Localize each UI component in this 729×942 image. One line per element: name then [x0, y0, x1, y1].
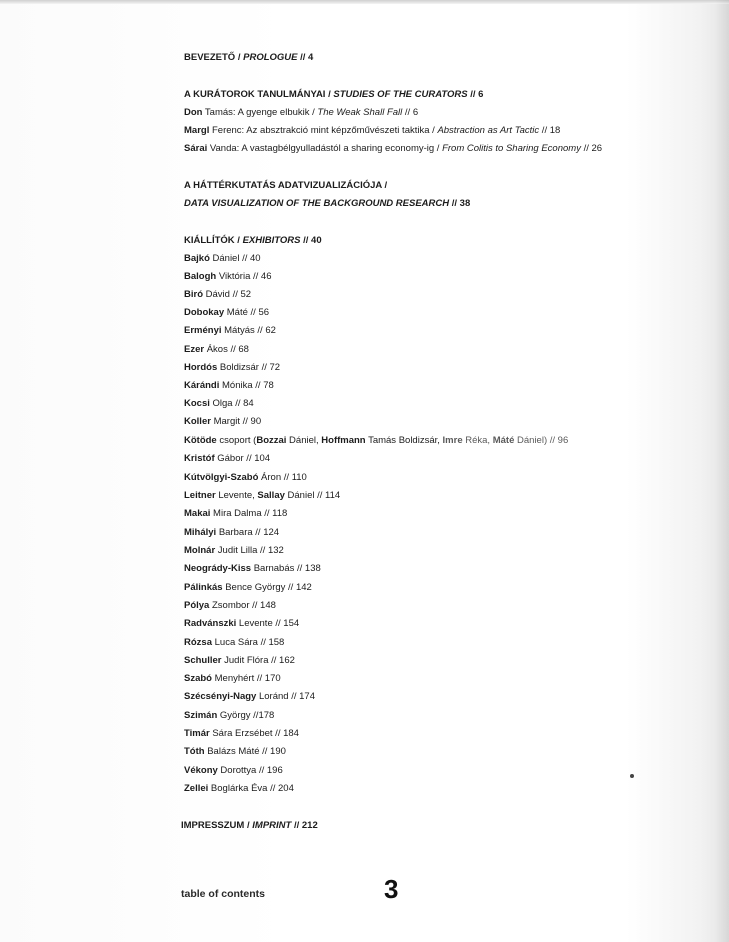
exhibitor-surname: Hordós	[184, 362, 218, 373]
page-ref: // 96	[547, 435, 569, 446]
exhibitor-given-name: Mira Dalma	[210, 508, 262, 519]
page-ref: // 110	[281, 472, 307, 483]
prologue-title-hu: BEVEZETŐ	[184, 52, 236, 63]
exhibitor-surname: Sallay	[257, 490, 285, 501]
exhibitor-surname: Szabó	[184, 673, 212, 684]
page-ref: // 196	[256, 765, 283, 776]
exhibitor-surname: Radvánszki	[184, 618, 237, 629]
toc-entry-essay[interactable]	[184, 107, 418, 119]
exhibitor-given-name: Barnabás	[251, 563, 295, 574]
essay-title-hu: Tamás: A gyenge elbukik /	[202, 107, 318, 118]
exhibitor-given-name: Menyhért	[211, 673, 255, 684]
separator: /	[244, 820, 253, 831]
exhibitor-surname: Vékony	[184, 765, 218, 776]
page-ref: // 72	[258, 362, 281, 373]
exhibitor-given-name: Barbara	[216, 527, 253, 538]
exhibitor-surname: Rózsa	[184, 637, 212, 648]
page-ref: // 84	[232, 398, 254, 409]
member-given-name: Tamás Boldizsár,	[365, 435, 443, 446]
toc-entry-exhibitor[interactable]	[184, 783, 294, 795]
exhibitor-surname: Leitner	[184, 490, 216, 501]
exhibitor-surname: Tóth	[184, 746, 205, 757]
page-ref: // 104	[243, 453, 271, 464]
author-surname: Margl	[184, 125, 210, 136]
page-ref: //178	[250, 710, 275, 721]
member-given-name: Dániel,	[286, 435, 322, 446]
page-ref: // 90	[239, 416, 262, 427]
toc-entry-exhibitor[interactable]	[184, 637, 284, 649]
exhibitor-given-name: Levente,	[215, 490, 258, 501]
toc-heading-dataviz-en[interactable]	[184, 198, 470, 210]
exhibitor-surname: Koller	[184, 416, 211, 427]
exhibitor-surname: Kútvölgyi-Szabó	[184, 472, 259, 483]
page-ref: // 6	[467, 89, 484, 100]
exhibitor-surname: Balogh	[184, 271, 217, 282]
exhibitor-given-name: Luca Sára	[211, 637, 258, 648]
page-ref: // 124	[252, 527, 280, 538]
toc-entry-exhibitor[interactable]	[184, 271, 271, 283]
exhibitor-given-name: Olga	[209, 398, 233, 409]
page-ref: // 154	[272, 618, 300, 629]
exhibitor-surname: Pálinkás	[184, 582, 223, 593]
page-ref: // 162	[268, 655, 295, 666]
separator: /	[234, 235, 243, 246]
exhibitor-given-name: Balázs Máté	[204, 746, 260, 757]
exhibitor-surname: Bajkó	[184, 253, 210, 264]
toc-entry-essay[interactable]	[184, 143, 602, 155]
toc-entry-exhibitor[interactable]	[184, 563, 321, 575]
page-ref: // 4	[297, 52, 314, 63]
exhibitor-surname: Dobokay	[184, 307, 225, 318]
heading-en: STUDIES OF THE CURATORS	[333, 89, 468, 100]
exhibitor-given-name: Loránd	[256, 691, 289, 702]
exhibitor-given-name: Áron	[258, 472, 282, 483]
toc-entry-exhibitor[interactable]	[184, 582, 312, 594]
exhibitor-given-name: Zsombor	[209, 600, 250, 611]
toc-entry-exhibitor[interactable]	[184, 398, 254, 410]
imprint-title-en: IMPRINT	[252, 820, 292, 831]
toc-heading-dataviz[interactable]	[184, 180, 387, 192]
exhibitor-given-name: Mátyás	[221, 325, 255, 336]
page-ref: // 56	[247, 307, 270, 318]
page-ref: // 18	[539, 125, 561, 136]
exhibitor-given-name: Dorottya	[217, 765, 257, 776]
exhibitor-given-name: Sára Erzsébet	[209, 728, 273, 739]
group-label: csoport (	[216, 435, 257, 446]
exhibitor-surname: Zellei	[184, 783, 209, 794]
toc-entry-exhibitor[interactable]	[184, 362, 280, 374]
toc-entry-exhibitor[interactable]	[184, 472, 307, 484]
toc-entry-exhibitor-group[interactable]	[184, 435, 568, 447]
exhibitor-given-name: Levente	[236, 618, 273, 629]
toc-entry-exhibitor[interactable]	[184, 710, 274, 722]
toc-entry-exhibitor[interactable]	[184, 325, 276, 337]
page-ref: // 114	[314, 490, 341, 501]
exhibitor-given-name: Dávid	[203, 289, 230, 300]
exhibitor-given-name: Judit Flóra	[221, 655, 269, 666]
toc-entry-exhibitor[interactable]	[184, 618, 299, 630]
page-ref: // 148	[249, 600, 276, 611]
page-ref: // 6	[402, 107, 419, 118]
exhibitor-given-name: Viktória	[216, 271, 251, 282]
essay-title-hu: Vanda: A vastagbélgyulladástól a sharing economy-ig /	[207, 143, 443, 154]
page-ref: // 204	[267, 783, 294, 794]
exhibitor-given-name: Dániel	[284, 490, 315, 501]
exhibitor-surname: Pólya	[184, 600, 210, 611]
page-ref: // 190	[259, 746, 286, 757]
heading-hu: A HÁTTÉRKUTATÁS ADATVIZUALIZÁCIÓJA /	[184, 180, 388, 191]
member-given-name: Dániel)	[514, 435, 548, 446]
page-ref: // 142	[285, 582, 312, 593]
exhibitor-surname: Biró	[184, 289, 203, 300]
separator: /	[325, 89, 334, 100]
footer-section-label: table of contents	[181, 888, 266, 900]
toc-entry-exhibitor[interactable]	[184, 416, 261, 428]
exhibitor-given-name: Boglárka Éva	[208, 783, 268, 794]
exhibitor-surname: Kocsi	[184, 398, 210, 409]
exhibitor-surname: Molnár	[184, 545, 216, 556]
toc-entry-exhibitor[interactable]	[184, 673, 281, 685]
exhibitor-surname: Mihályi	[184, 527, 217, 538]
toc-entry-exhibitor[interactable]	[184, 344, 249, 356]
toc-entry-exhibitor[interactable]	[184, 508, 287, 520]
toc-entry-essay[interactable]	[184, 125, 560, 137]
page-ref: // 52	[229, 289, 252, 300]
page-ref: // 26	[580, 143, 603, 154]
page-ref: // 158	[257, 637, 285, 648]
page-ref: // 62	[254, 325, 276, 336]
toc-entry-imprint[interactable]	[181, 820, 318, 832]
exhibitor-given-name: Margit	[210, 416, 240, 427]
page-top-edge	[0, 0, 729, 4]
exhibitor-given-name: Ákos	[204, 344, 228, 355]
author-surname: Don	[184, 107, 203, 118]
toc-entry-exhibitor[interactable]	[184, 545, 284, 557]
exhibitor-given-name: Bence György	[222, 582, 286, 593]
page-ref: // 40	[239, 253, 261, 264]
exhibitor-surname: Kristóf	[184, 453, 215, 464]
exhibitor-surname: Timár	[184, 728, 210, 739]
page-ref: // 170	[254, 673, 281, 684]
essay-title-hu: Ferenc: Az absztrakció mint képzőművészeti taktika /	[209, 125, 438, 136]
exhibitor-surname: Neogrády-Kiss	[184, 563, 252, 574]
toc-entry-exhibitor[interactable]	[184, 289, 251, 301]
exhibitor-surname: Szimán	[184, 710, 218, 721]
page-ref: // 132	[257, 545, 284, 556]
toc-entry-exhibitor[interactable]	[184, 691, 315, 703]
page-ref: // 78	[252, 380, 274, 391]
toc-heading-exhibitors[interactable]	[184, 235, 322, 247]
toc-entry-exhibitor[interactable]	[184, 600, 276, 612]
separator: /	[235, 52, 244, 63]
member-surname: Imre	[442, 435, 463, 446]
toc-entry-exhibitor[interactable]	[184, 253, 261, 265]
toc-entry-prologue[interactable]	[184, 52, 313, 64]
page-number: 3	[384, 874, 399, 904]
author-surname: Sárai	[184, 143, 208, 154]
exhibitor-given-name: Máté	[224, 307, 248, 318]
exhibitor-surname: Makai	[184, 508, 211, 519]
essay-title-en: From Colitis to Sharing Economy	[442, 143, 581, 154]
heading-en: DATA VISUALIZATION OF THE BACKGROUND RESEARCH	[184, 198, 450, 209]
toc-entry-exhibitor[interactable]	[184, 765, 283, 777]
member-surname: Bozzai	[256, 435, 287, 446]
page-right-shadow	[715, 0, 729, 942]
exhibitor-given-name: Judit Lilla	[215, 545, 258, 556]
exhibitor-surname: Ezer	[184, 344, 205, 355]
member-surname: Máté	[492, 435, 515, 446]
exhibitor-surname: Erményi	[184, 325, 222, 336]
page-ref: // 38	[449, 198, 471, 209]
toc-entry-exhibitor[interactable]	[184, 655, 295, 667]
page-ref: // 174	[288, 691, 315, 702]
page-ref: // 138	[294, 563, 321, 574]
print-speck	[630, 774, 634, 778]
toc-entry-exhibitor[interactable]	[184, 380, 274, 392]
exhibitor-given-name: György	[217, 710, 251, 721]
exhibitor-given-name: Boldizsár	[217, 362, 259, 373]
toc-entry-exhibitor[interactable]	[184, 746, 286, 758]
page-ref: // 184	[272, 728, 299, 739]
exhibitor-surname: Kárándi	[184, 380, 220, 391]
heading-en: EXHIBITORS	[242, 235, 301, 246]
toc-entry-exhibitor-pair[interactable]	[184, 490, 340, 502]
page-ref: // 40	[300, 235, 322, 246]
exhibitor-given-name: Gábor	[214, 453, 244, 464]
exhibitor-surname: Schuller	[184, 655, 222, 666]
exhibitor-given-name: Mónika	[219, 380, 253, 391]
page-ref: // 68	[227, 344, 249, 355]
toc-entry-exhibitor[interactable]	[184, 728, 299, 740]
toc-entry-exhibitor[interactable]	[184, 307, 269, 319]
toc-entry-exhibitor[interactable]	[184, 527, 279, 539]
member-surname: Hoffmann	[321, 435, 366, 446]
heading-hu: A KURÁTOROK TANULMÁNYAI	[184, 89, 326, 100]
exhibitor-surname: Szécsényi-Nagy	[184, 691, 257, 702]
toc-heading-curators[interactable]	[184, 89, 483, 101]
imprint-title-hu: IMPRESSZUM	[181, 820, 245, 831]
page-ref: // 46	[250, 271, 272, 282]
page-ref: // 118	[261, 508, 288, 519]
page-ref: // 212	[291, 820, 318, 831]
member-given-name: Réka,	[462, 435, 493, 446]
prologue-title-en: PROLOGUE	[243, 52, 298, 63]
exhibitor-given-name: Dániel	[209, 253, 240, 264]
heading-hu: KIÁLLÍTÓK	[184, 235, 235, 246]
essay-title-en: Abstraction as Art Tactic	[437, 125, 540, 136]
toc-entry-exhibitor[interactable]	[184, 453, 270, 465]
group-name: Kötöde	[184, 435, 217, 446]
essay-title-en: The Weak Shall Fall	[317, 107, 403, 118]
